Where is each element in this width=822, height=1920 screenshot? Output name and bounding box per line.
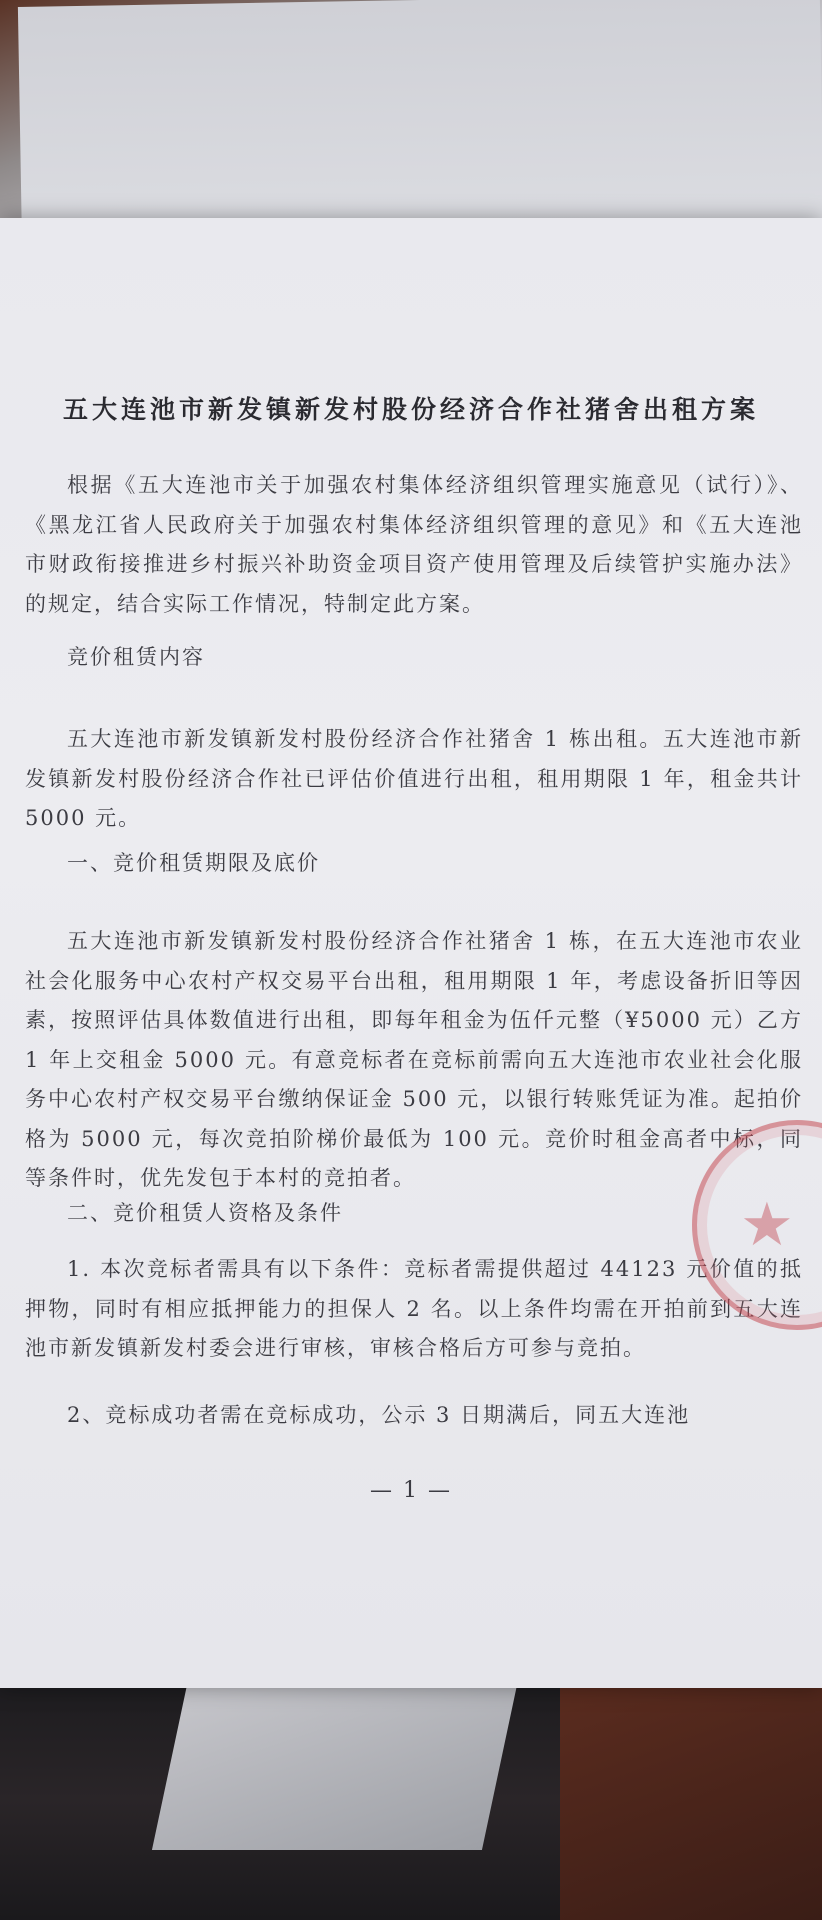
page-number: — 1 — (370, 1478, 452, 1503)
document-page (0, 218, 822, 1688)
background-wood (560, 1680, 822, 1920)
intro-paragraph: 根据《五大连池市关于加强农村集体经济组织管理实施意见（试行）》、《黑龙江省人民政府关于加强农村集体经济组织管理的意见》和《五大连池市财政衔接推进乡村振兴补助资金项目资产使用管理及后续管护实施办法》的规定，结合实际工作情况，特制定此方案。 (25, 473, 803, 616)
section1-heading: 一、竞价租赁期限及底价 (67, 851, 320, 875)
seal-star-icon: ★ (740, 1190, 794, 1260)
document-title: 五大连池市新发镇新发村股份经济合作社猪舍出租方案 (62, 395, 759, 424)
background-paper-fragment (152, 1680, 518, 1850)
section2-heading: 二、竞价租赁人资格及条件 (67, 1201, 343, 1225)
section0-body: 五大连池市新发镇新发村股份经济合作社猪舍 1 栋出租。五大连池市新发镇新发村股份经济合作社已评估价值进行出租，租用期限 1 年，租金共计 5000 元。 (25, 727, 803, 830)
section2-item2: 2、竞标成功者需在竞标成功，公示 3 日期满后，同五大连池 (67, 1403, 691, 1427)
section0-heading: 竞价租赁内容 (67, 645, 205, 669)
section2-item1: 1. 本次竞标者需具有以下条件：竞标者需提供超过 44123 元价值的抵押物，同时有相应抵押能力的担保人 2 名。以上条件均需在开拍前到五大连池市新发镇新发村委会进行审核，审核合格后方可参与竞拍。 (25, 1257, 803, 1360)
section1-body: 五大连池市新发镇新发村股份经济合作社猪舍 1 栋，在五大连池市农业社会化服务中心农村产权交易平台出租，租用期限 1 年，考虑设备折旧等因素，按照评估具体数值进行出租，即每年租金为伍仟元整（¥5000 元）乙方 1 年上交租金 5000 元。有意竞标者在竞标前需向五大连池市农业社会化服务中心农村产权交易平台缴纳保证金 500 元，以银行转账凭证为准。起拍价格为 5000 元，每次竞拍阶梯价最低为 100 元。竞价时租金高者中标，同等条件时，优先发包于本村的竞拍者。 (25, 929, 803, 1190)
